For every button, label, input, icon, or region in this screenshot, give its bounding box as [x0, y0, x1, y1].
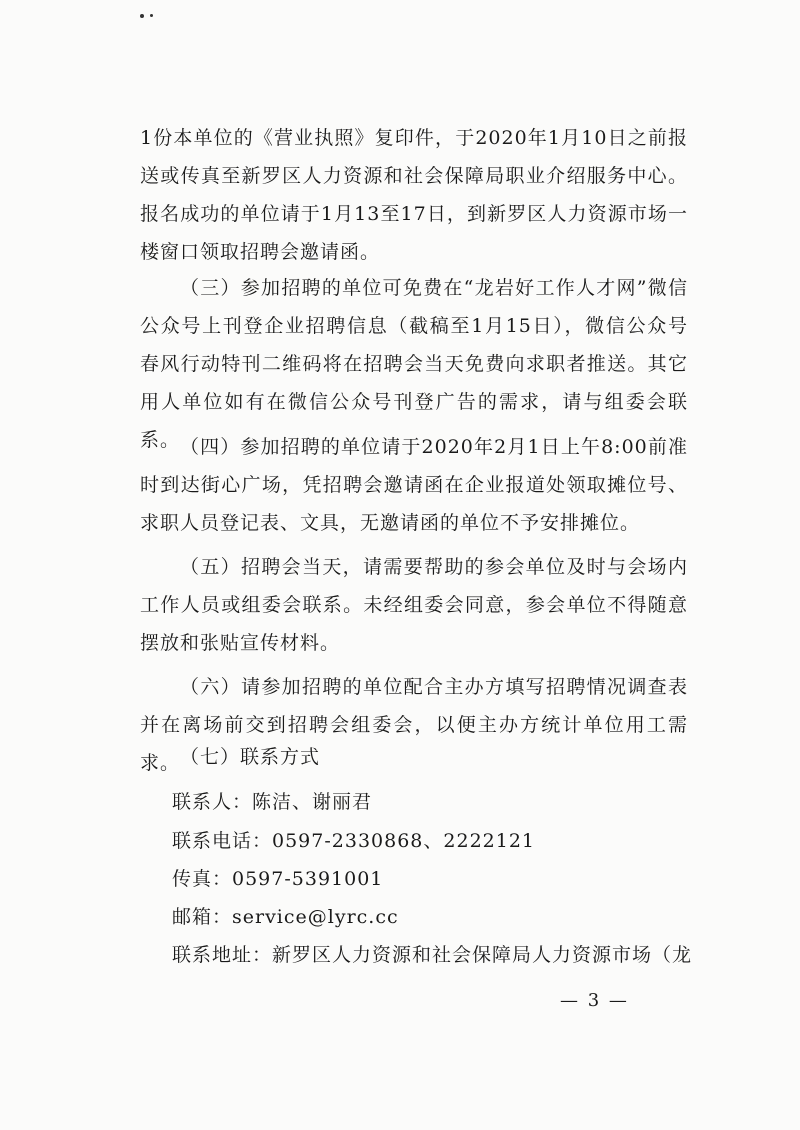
- contact-person: 联系人：陈洁、谢丽君: [172, 791, 373, 813]
- contact-fax: 传真：0597-5391001: [172, 868, 384, 890]
- paragraph-on-site-help: （五）招聘会当天，请需要帮助的参会单位及时与会场内工作人员或组委会联系。未经组委会同意，参会单位不得随意摆放和张贴宣传材料。: [140, 556, 688, 654]
- contact-email: 邮箱：service@lyrc.cc: [172, 906, 399, 928]
- contact-heading: （七）联系方式: [180, 746, 321, 768]
- paragraph-wechat-ads: （三）参加招聘的单位可免费在“龙岩好工作人才网”微信公众号上刊登企业招聘信息（截稿至1月15日），微信公众号春风行动特刊二维码将在招聘会当天免费向求职者推送。其它用人单位如有在微信公众号刊登广告的需求，请与组委会联系。: [140, 277, 688, 451]
- contact-phone: 联系电话：0597-2330868、2222121: [172, 830, 536, 852]
- contact-address: 联系地址：新罗区人力资源和社会保障局人力资源市场（龙: [172, 944, 693, 966]
- paragraph-registration: 1份本单位的《营业执照》复印件，于2020年1月10日之前报送或传真至新罗区人力资源和社会保障局职业介绍服务中心。报名成功的单位请于1月13至17日，到新罗区人力资源市场一楼窗口领取招聘会邀请函。: [140, 127, 688, 263]
- page-number: — 3 —: [560, 990, 629, 1011]
- paragraph-survey: （六）请参加招聘的单位配合主办方填写招聘情况调查表并在离场前交到招聘会组委会，以便主办方统计单位用工需求。: [140, 676, 688, 774]
- scan-speck: [140, 14, 144, 18]
- scan-speck: [150, 14, 153, 17]
- paragraph-arrival-time: （四）参加招聘的单位请于2020年2月1日上午8:00前准时到达街心广场，凭招聘会邀请函在企业报道处领取摊位号、求职人员登记表、文具，无邀请函的单位不予安排摊位。: [140, 436, 688, 534]
